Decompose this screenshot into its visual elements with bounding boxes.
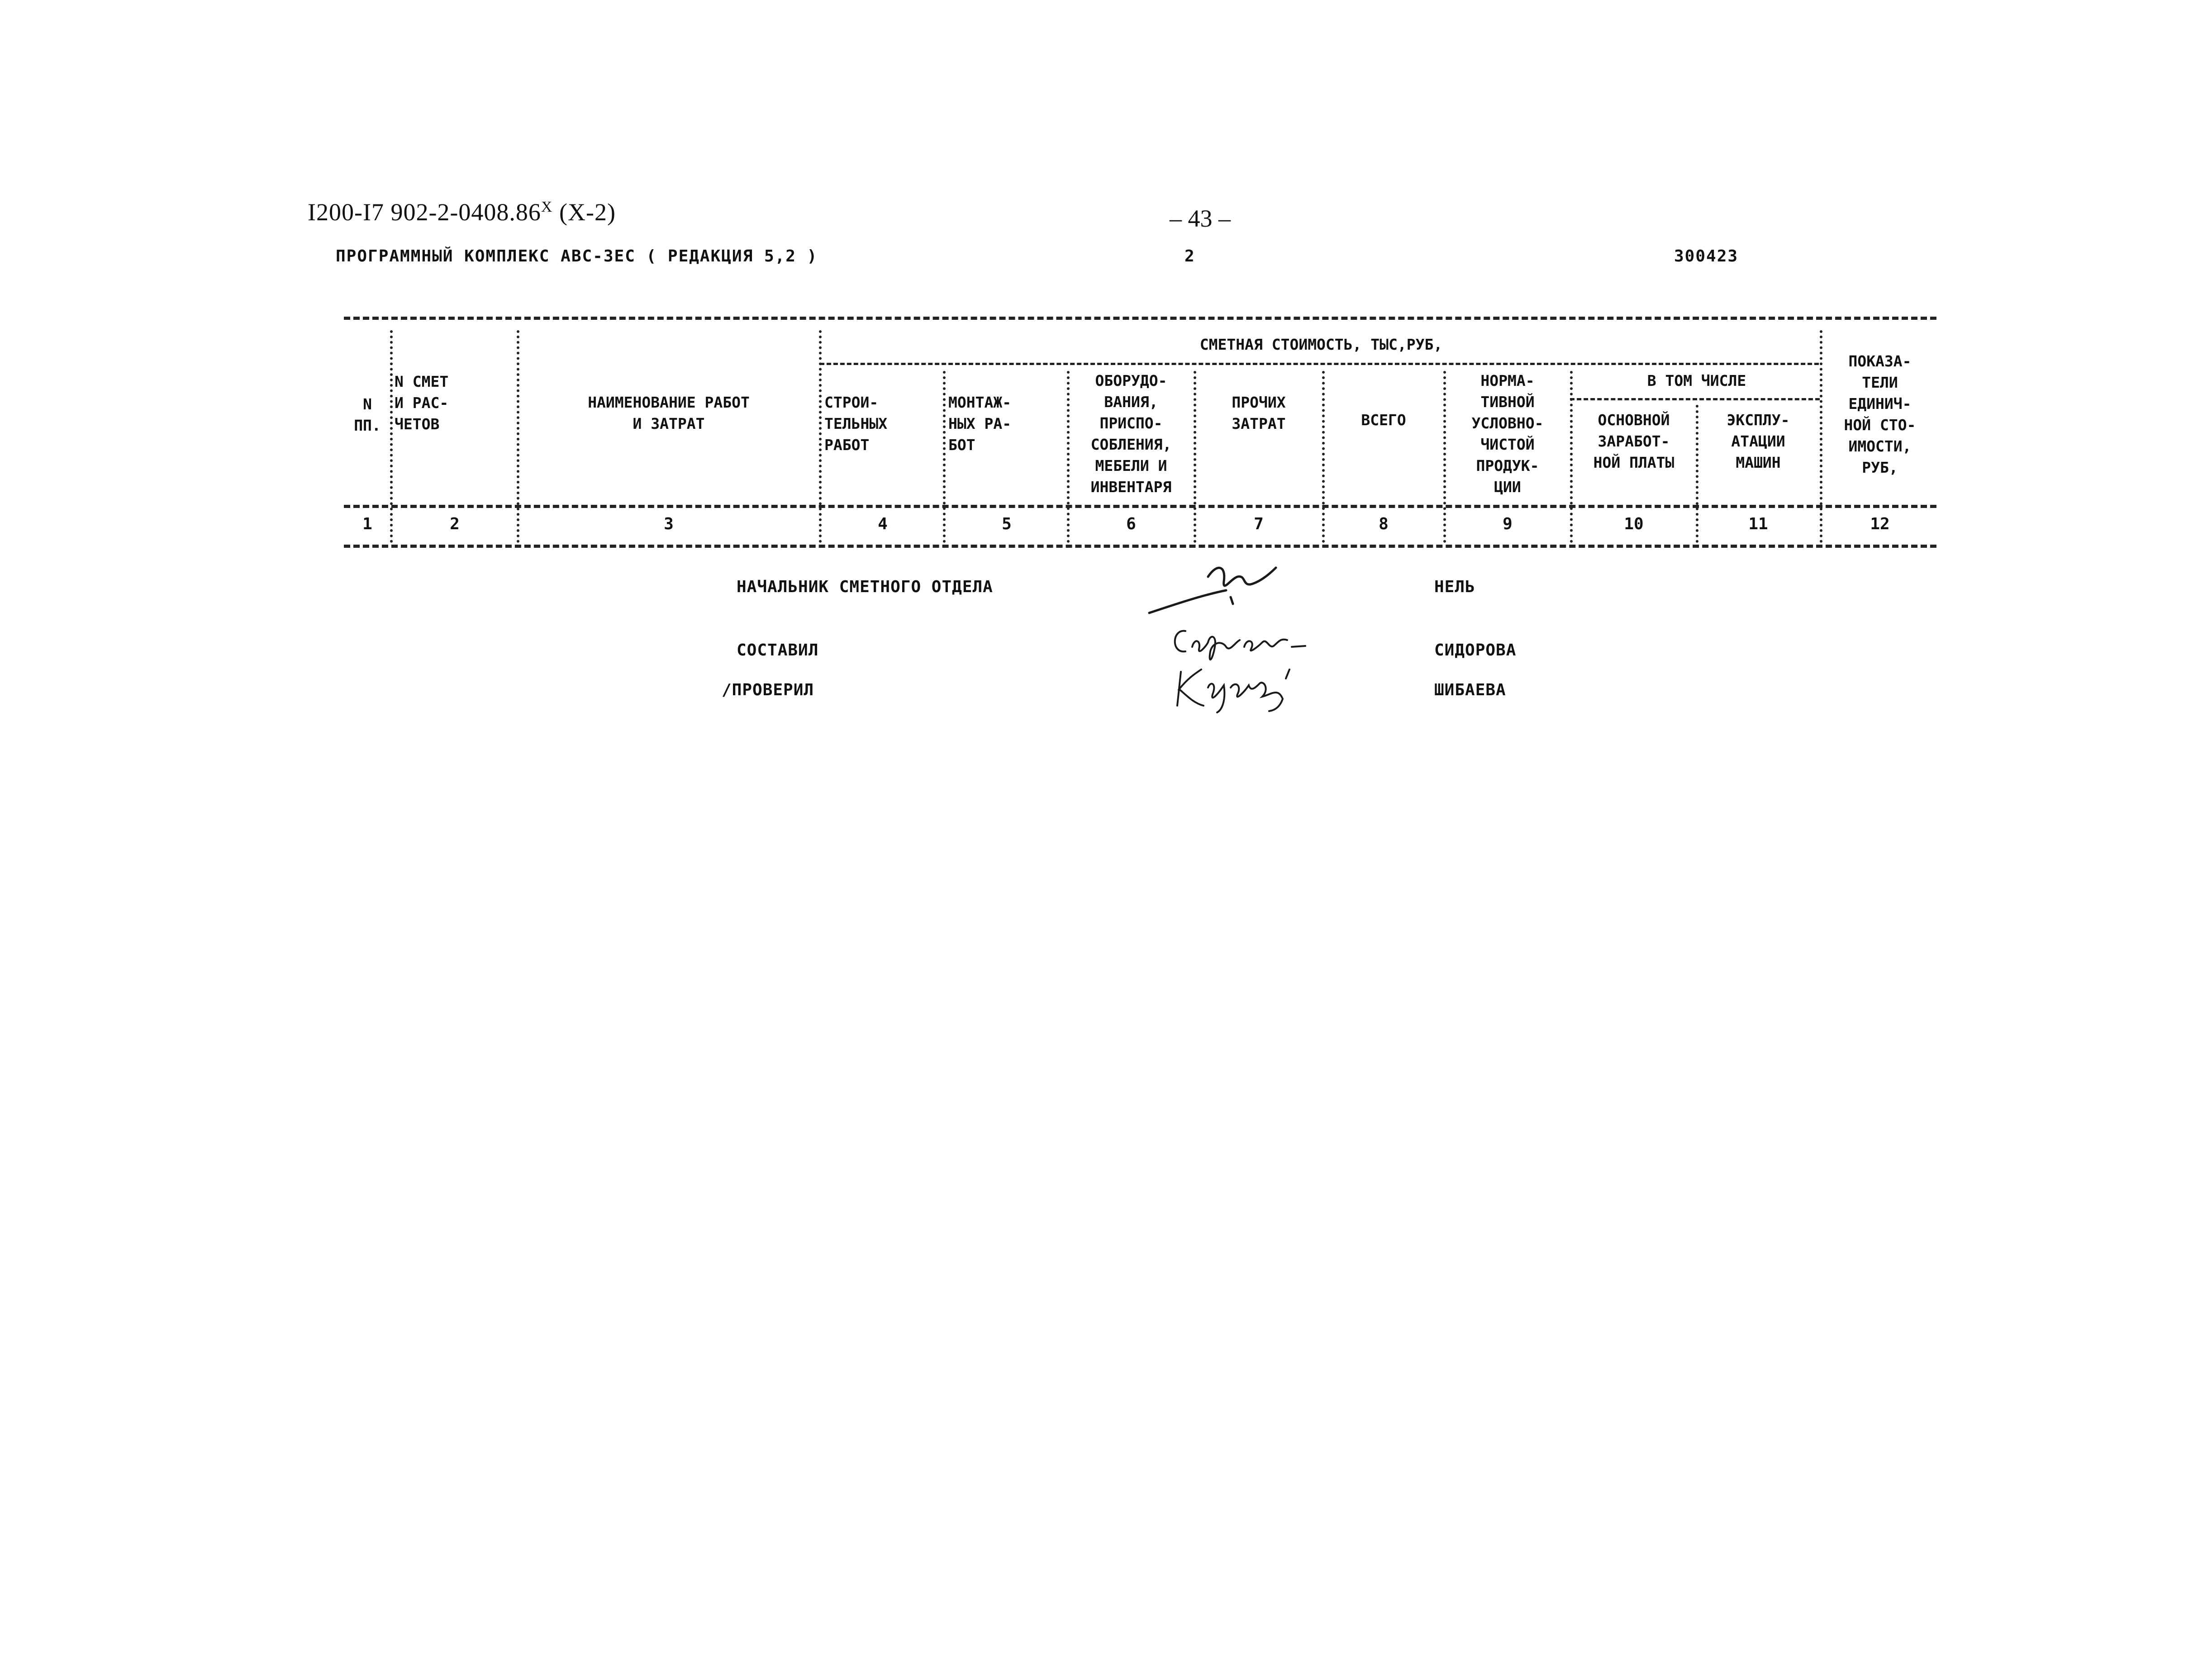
group-header: СМЕТНАЯ СТОИМОСТЬ, ТЫС,РУБ, xyxy=(1199,336,1443,353)
document-number: 300423 xyxy=(1674,247,1739,266)
column-number: 9 xyxy=(1503,515,1513,533)
page-number: – 43 – xyxy=(1170,205,1231,232)
col-header-3: НАИМЕНОВАНИЕ РАБОТ И ЗАТРАТ xyxy=(588,394,750,432)
signature-checked xyxy=(1167,660,1317,715)
table-bottom-rule xyxy=(344,545,1936,548)
column-number: 2 xyxy=(450,515,460,533)
column-number: 11 xyxy=(1748,515,1768,533)
col-header-10: ОСНОВНОЙ ЗАРАБОТ- НОЙ ПЛАТЫ xyxy=(1593,411,1674,471)
column-number: 1 xyxy=(362,515,372,533)
col-header-12: ПОКАЗА- ТЕЛИ ЕДИНИЧ- НОЙ СТО- ИМОСТИ, РУБ, xyxy=(1844,352,1916,476)
column-number: 12 xyxy=(1870,515,1890,533)
col-header-5: МОНТАЖ- НЫХ РА- БОТ xyxy=(948,394,1012,454)
column-number: 6 xyxy=(1126,515,1136,533)
column-number: 10 xyxy=(1624,515,1644,533)
column-number: 7 xyxy=(1254,515,1264,533)
column-number: 8 xyxy=(1379,515,1389,533)
col-sep xyxy=(1067,371,1070,543)
col-sep xyxy=(390,330,393,543)
col-header-4: СТРОИ- ТЕЛЬНЫХ РАБОТ xyxy=(824,394,888,454)
col-header-6: ОБОРУДО- ВАНИЯ, ПРИСПО- СОБЛЕНИЯ, МЕБЕЛИ И ИНВЕНТАРЯ xyxy=(1090,372,1172,496)
name-checked: ШИБАЕВА xyxy=(1434,681,1506,699)
subgroup-rule xyxy=(1570,398,1820,400)
role-compiled: СОСТАВИЛ xyxy=(737,641,819,660)
col-header-2: N СМЕТ И РАС- ЧЕТОВ xyxy=(395,373,449,433)
role-checked: /ПРОВЕРИЛ xyxy=(722,681,814,699)
name-compiled: СИДОРОВА xyxy=(1434,641,1517,660)
role-chief: НАЧАЛЬНИК СМЕТНОГО ОТДЕЛА xyxy=(737,578,993,596)
column-number: 5 xyxy=(1002,515,1012,533)
col-sep xyxy=(517,330,519,543)
subgroup-header: В ТОМ ЧИСЛЕ xyxy=(1647,372,1746,389)
column-number: 4 xyxy=(878,515,888,533)
col-sep xyxy=(1820,330,1822,543)
col-header-9: НОРМА- ТИВНОЙ УСЛОВНО- ЧИСТОЙ ПРОДУК- ЦИИ xyxy=(1471,372,1544,496)
col-sep xyxy=(1194,371,1196,543)
col-header-8: ВСЕГО xyxy=(1361,411,1406,429)
sheet-number: 2 xyxy=(1184,247,1194,266)
table-top-rule xyxy=(344,317,1936,320)
col-sep xyxy=(943,371,946,543)
col-header-11: ЭКСПЛУ- АТАЦИИ МАШИН xyxy=(1727,411,1790,471)
document-code: I200-I7 $902-2-0408.86^X$ (X-2) xyxy=(308,199,616,226)
col-header-7: ПРОЧИХ ЗАТРАТ xyxy=(1232,394,1286,432)
signature-chief xyxy=(1140,559,1285,622)
column-number: 3 xyxy=(664,515,674,533)
col-header-1: N ПП. xyxy=(354,395,381,434)
program-title: ПРОГРАММНЫЙ КОМПЛЕКС АВС-ЗЕС ( РЕДАКЦИЯ 5,2 ) xyxy=(336,247,818,266)
col-sep xyxy=(1443,371,1446,543)
col-sep xyxy=(1322,371,1325,543)
name-chief: НЕЛЬ xyxy=(1434,578,1475,596)
group-rule xyxy=(820,363,1819,365)
col-sep xyxy=(819,330,822,543)
